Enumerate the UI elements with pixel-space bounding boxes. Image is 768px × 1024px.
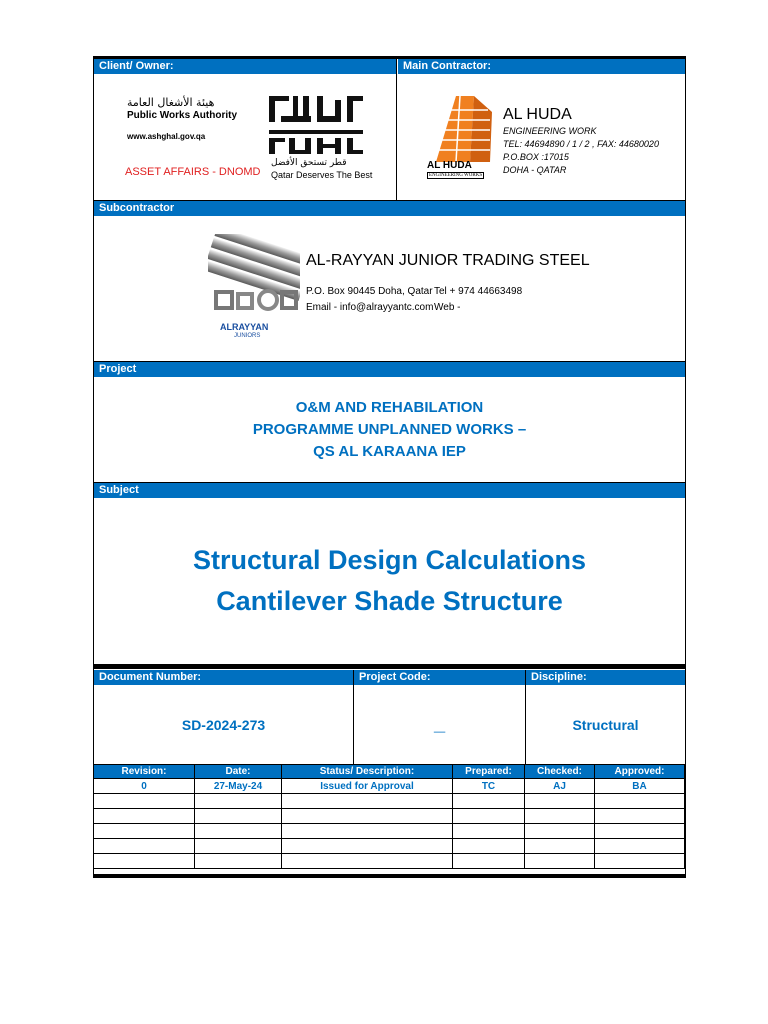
table-cell [195, 824, 282, 839]
table-cell [595, 854, 685, 869]
table-cell [94, 854, 195, 869]
table-cell: AJ [525, 779, 595, 794]
main-contractor-name: AL HUDA [503, 106, 572, 123]
main-contractor-subtitle: ENGINEERING WORK [503, 126, 597, 136]
table-cell [525, 794, 595, 809]
approved-header: Approved: [595, 765, 685, 779]
project-line: PROGRAMME UNPLANNED WORKS – [252, 420, 527, 438]
table-row [94, 824, 685, 839]
table-row [94, 854, 685, 869]
client-header: Client/ Owner: [94, 59, 396, 74]
table-cell [94, 839, 195, 854]
document-number-header: Document Number: [94, 670, 353, 685]
table-cell: Issued for Approval [282, 779, 453, 794]
bottom-border [94, 874, 685, 878]
table-row [94, 779, 685, 794]
main-contractor-block [397, 74, 685, 201]
subcontractor-header: Subcontractor [94, 201, 685, 216]
project-code-header: Project Code: [354, 670, 525, 685]
table-cell [195, 809, 282, 824]
client-slogan-en: Qatar Deserves The Best [271, 170, 373, 180]
table-row [94, 809, 685, 824]
cover-sheet [93, 56, 686, 878]
client-ar-name: هيئة الأشغال العامة [127, 96, 215, 109]
table-cell [282, 809, 453, 824]
client-slogan-ar: قطر تستحق الأفضل [271, 158, 347, 168]
table-cell [595, 839, 685, 854]
table-cell [525, 854, 595, 869]
subcontractor-tel: Tel + 974 44663498 [434, 286, 523, 297]
main-contractor-tel: TEL: 44694890 / 1 / 2 , FAX: 44680020 [503, 139, 659, 149]
table-cell [195, 854, 282, 869]
table-row [94, 794, 685, 809]
project-line: O&M AND REHABILATION [295, 398, 484, 416]
date-header: Date: [195, 765, 282, 779]
table-cell [595, 794, 685, 809]
steel-pipes-image-icon [208, 234, 300, 318]
table-cell [453, 794, 525, 809]
ashghal-logo-icon [267, 94, 367, 156]
table-cell [282, 794, 453, 809]
subject-line: Structural Design Calculations [192, 545, 587, 575]
table-cell [195, 794, 282, 809]
table-cell [94, 824, 195, 839]
table-cell [282, 854, 453, 869]
al-huda-logo-caption: ENGINEERING WORKS [429, 173, 483, 178]
revision-header: Revision: [94, 765, 195, 779]
project-code-value: _ [433, 713, 446, 735]
table-cell: 0 [94, 779, 195, 794]
table-cell [282, 824, 453, 839]
discipline-header: Discipline: [526, 670, 685, 685]
client-website: www.ashghal.gov.qa [127, 132, 206, 141]
divider [94, 664, 685, 669]
main-contractor-pobox: P.O.BOX :17015 [503, 152, 569, 162]
alrayyan-logo-name: ALRAYYAN [220, 322, 269, 332]
table-cell [195, 839, 282, 854]
table-cell [282, 839, 453, 854]
subcontractor-address: P.O. Box 90445 Doha, Qatar [306, 286, 433, 297]
table-row [94, 839, 685, 854]
revision-table [93, 764, 685, 869]
table-cell [94, 809, 195, 824]
client-block [94, 74, 396, 201]
table-cell [595, 824, 685, 839]
discipline-value: Structural [572, 716, 639, 733]
table-cell: TC [453, 779, 525, 794]
prepared-header: Prepared: [453, 765, 525, 779]
subcontractor-name: AL-RAYYAN JUNIOR TRADING STEEL [306, 252, 590, 269]
table-cell [525, 839, 595, 854]
project-title [94, 377, 685, 482]
subject-header: Subject [94, 483, 685, 498]
client-department: ASSET AFFAIRS - DNOMD [125, 166, 261, 178]
table-cell [525, 809, 595, 824]
client-en-name: Public Works Authority [127, 110, 238, 121]
table-cell [595, 809, 685, 824]
subject-line: Cantilever Shade Structure [216, 586, 563, 616]
al-huda-logo-name: AL HUDA [427, 160, 472, 171]
table-cell: 27-May-24 [195, 779, 282, 794]
document-number-value: SD-2024-273 [181, 716, 266, 733]
table-cell [453, 839, 525, 854]
project-line: QS AL KARAANA IEP [313, 442, 466, 460]
alrayyan-logo-caption: JUNIORS [234, 333, 261, 339]
subject-title [94, 498, 685, 664]
table-cell [525, 824, 595, 839]
checked-header: Checked: [525, 765, 595, 779]
table-cell [453, 809, 525, 824]
table-cell [453, 854, 525, 869]
main-contractor-city: DOHA - QATAR [503, 165, 567, 175]
table-cell [453, 824, 525, 839]
table-cell [94, 794, 195, 809]
revision-header-row [94, 765, 685, 779]
subcontractor-block [94, 216, 685, 361]
project-header: Project [94, 362, 685, 377]
table-cell: BA [595, 779, 685, 794]
subcontractor-web: Web - [434, 302, 461, 313]
status-header: Status/ Description: [282, 765, 453, 779]
main-contractor-header: Main Contractor: [398, 59, 685, 74]
subcontractor-email: Email - info@alrayyantc.com [306, 302, 434, 313]
